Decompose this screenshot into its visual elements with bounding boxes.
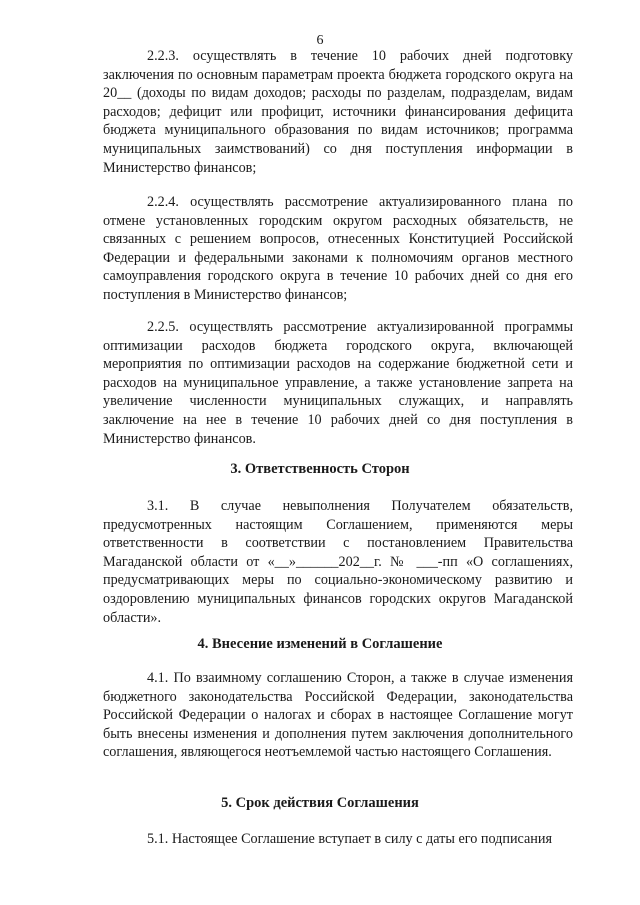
paragraph-2-2-4: 2.2.4. осуществлять рассмотрение актуализированного плана по отмене установленных городским округом расходных обязательств, не связанных с решением вопросов, отнесенных Конституцией Российской Федерации и федеральными законами к полномочиям органов местного самоуправления городского округа в течение 10 рабочих дней со дня его поступления в Министерство финансов; xyxy=(103,194,573,303)
paragraph-4-1: 4.1. По взаимному соглашению Сторон, а также в случае изменения бюджетного законодательства Российской Федерации, законодательства Российской Федерации о налогах и сборах в настоящее Соглашение могут быть внесены изменения и дополнения путем заключения дополнительного соглашения, являющегося неотъемлемой частью настоящего Соглашения. xyxy=(103,670,573,761)
paragraph-5-1: 5.1. Настоящее Соглашение вступает в силу с даты его подписания xyxy=(147,831,553,847)
section-4-heading: 4. Внесение изменений в Соглашение xyxy=(197,636,443,652)
section-5-heading: 5. Срок действия Соглашения xyxy=(221,795,419,811)
section-3-heading: 3. Ответственность Сторон xyxy=(230,461,410,477)
paragraph-2-2-3: 2.2.3. осуществлять в течение 10 рабочих дней подготовку заключения по основным параметрам проекта бюджета городского округа на 20__ (доходы по видам доходов; расходы по разделам, подразделам, видам расходов; дефицит или профицит, источники финансирования дефицита бюджета муниципального образования по видам источников; программа муниципальных заимствований) со дня поступления информации в Министерство финансов; xyxy=(103,48,573,176)
paragraph-2-2-5: 2.2.5. осуществлять рассмотрение актуализированной программы оптимизации расходов бюджета городского округа, включающей мероприятия по оптимизации расходов на содержание бюджетной сети и расходов на муниципальное управление, а также установление запрета на увеличение численности муниципальных служащих, и направлять заключение на нее в течение 10 рабочих дней со дня поступления в Министерство финансов. xyxy=(103,319,573,447)
page-number: 6 xyxy=(316,33,324,48)
paragraph-3-1: 3.1. В случае невыполнения Получателем обязательств, предусмотренных настоящим Соглашением, применяются меры ответственности в соответствии с постановлением Правительства Магаданской области от «__»______202__г. № ___-пп «О соглашениях, предусматривающих меры по социально-экономическому развитию и оздоровлению муниципальных финансов городских округов Магаданской области». xyxy=(103,498,573,626)
